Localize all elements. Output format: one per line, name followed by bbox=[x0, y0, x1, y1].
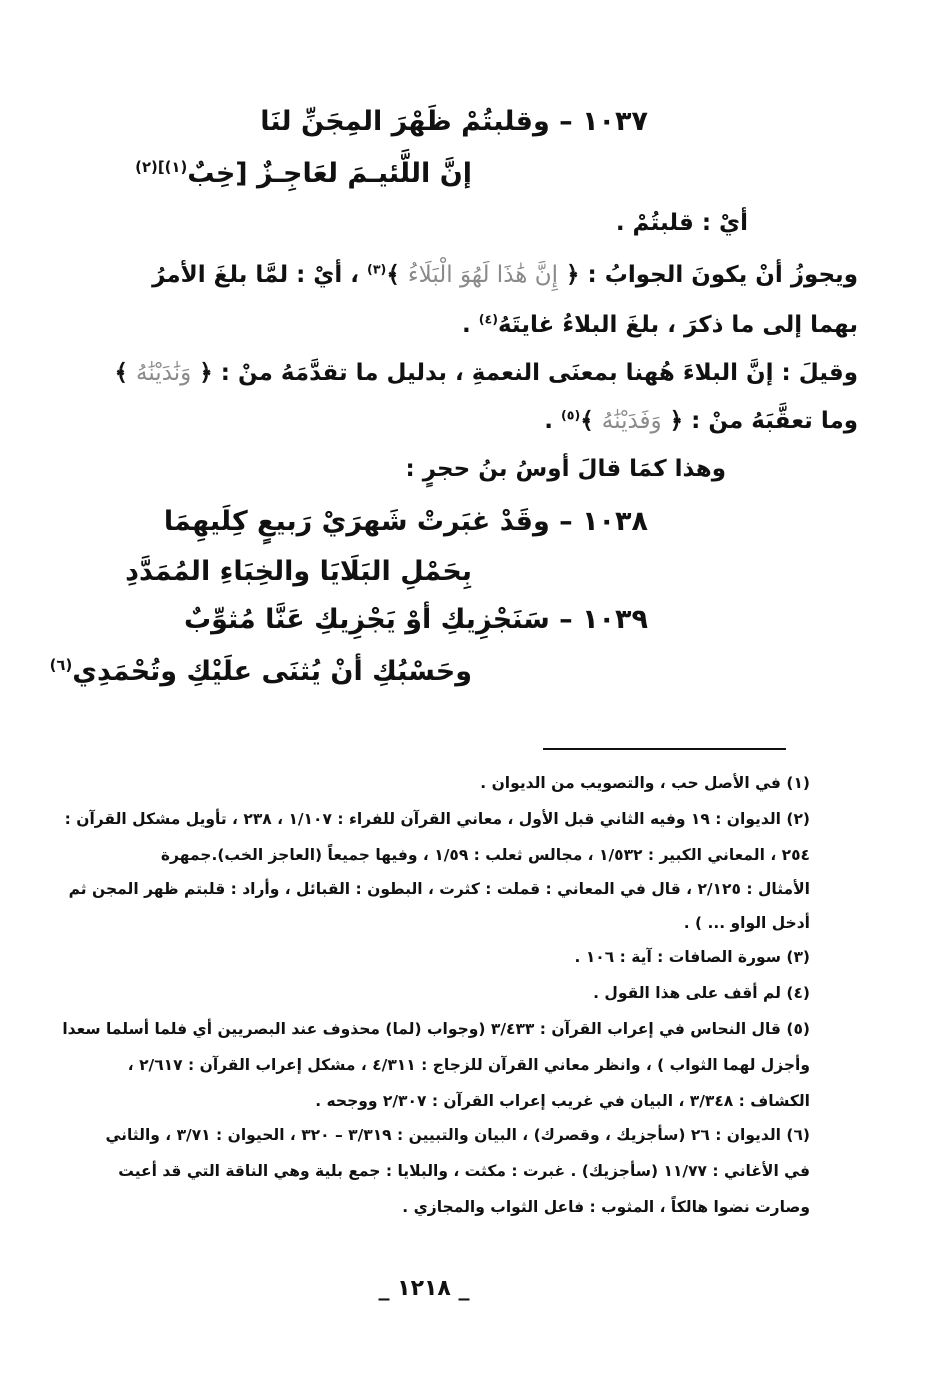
quran-quote: إِنَّ هَٰذَا لَهُوَ الْبَلَاءُ bbox=[407, 262, 558, 288]
verse-1037-second-hemistich: إنَّ اللَّئيـمَ لعَاجِـزٌ [خِبٌ$^{(١)](٢)}$ bbox=[135, 158, 472, 189]
footnote-2: (٢) الديوان : ١٩ وفيه الثاني قبل الأول ، معاني القرآن للفراء : ١/١٠٧ ، ٢٣٨ ، تأويل مشكل القرآن : bbox=[64, 810, 810, 828]
footnote-ref[interactable]: (٥) bbox=[561, 407, 581, 423]
footnote-divider bbox=[543, 748, 786, 750]
footnote-5: (٥) قال النحاس في إعراب القرآن : ٣/٤٣٣ (وجواب (لما) محذوف عند البصريين أي فلما أسلما سعدا bbox=[62, 1020, 810, 1038]
verse-1039-first-hemistich: ١٠٣٩ – سَنَجْزِيكِ أوْ يَجْزِيكِ عَنَّا مُثوِّبٌ bbox=[183, 604, 648, 635]
footnote-ref[interactable]: (٣) bbox=[367, 261, 387, 277]
verse-1037-first-hemistich: ١٠٣٧ – وقلبتُمْ ظَهْرَ المِجَنِّ لنَا bbox=[260, 106, 648, 137]
footnote-ref[interactable]: (٦) bbox=[49, 656, 73, 674]
footnote-6-continued: في الأغاني : ١١/٧٧ (سأجزيك) . غبرت : مكثت ، والبلايا : جمع بلية وهي الناقة التي قد أعيت bbox=[118, 1162, 810, 1180]
footnote-ref[interactable]: (٤) bbox=[478, 311, 498, 327]
footnote-3: (٣) سورة الصافات : آية : ١٠٦ . bbox=[574, 948, 810, 966]
quran-quote: وَنَٰدَيْنَٰهُ bbox=[136, 360, 192, 386]
footnote-2-continued: ٢٥٤ ، المعاني الكبير : ١/٥٣٢ ، مجالس ثعلب : ١/٥٩ ، وفيها جميعاً (العاجز الخب).جمهرة bbox=[160, 846, 810, 864]
prose-line: أيْ : قلبتُمْ . bbox=[615, 210, 748, 236]
page-number: _ ١٢١٨ _ bbox=[378, 1276, 470, 1301]
verse-1038-first-hemistich: ١٠٣٨ – وقَدْ غبَرتْ شَهرَيْ رَبيعٍ كِلَيهِمَا bbox=[163, 506, 648, 537]
verse-1039-second-hemistich: وحَسْبُكِ أنْ يُثنَى علَيْكِ وتُحْمَدِي$^{(٦)}$ bbox=[49, 656, 472, 687]
footnote-5-continued: وأجزل لهما الثواب ) ، وانظر معاني القرآن للزجاج : ٤/٣١١ ، مشكل إعراب القرآن : ٢/٦١٧ ، bbox=[127, 1056, 810, 1074]
prose-line: ويجوزُ أنْ يكونَ الجوابُ : ﴿ إِنَّ هَٰذَا لَهُوَ الْبَلَاءُ ﴾$^{(٣)}$ ، أيْ : لمَّا بلغَ الأمرُ bbox=[152, 261, 858, 288]
verse-1038-second-hemistich: بِحَمْلِ البَلَايَا والخِبَاءِ المُمَدَّدِ bbox=[125, 556, 472, 587]
footnote-2-continued: الأمثال : ٢/١٢٥ ، قال في المعاني : قملت : كثرت ، البطون : القبائل ، وأراد : قلبتم ظهر المجن ثم bbox=[68, 880, 810, 898]
prose-line: بهما إلى ما ذكرَ ، بلغَ البلاءُ غايتَهُ$^{(٤)}$ . bbox=[461, 311, 858, 338]
footnote-ref[interactable]: (١)](٢) bbox=[135, 158, 188, 176]
footnote-4: (٤) لم أقف على هذا القول . bbox=[593, 984, 810, 1002]
footnote-2-continued: أدخل الواو ... ) . bbox=[683, 914, 810, 932]
footnote-1: (١) في الأصل حب ، والتصويب من الديوان . bbox=[480, 774, 810, 792]
quran-quote: وَفَدَيْنَٰهُ bbox=[601, 408, 662, 434]
footnote-6-continued: وصارت نضوا هالكاً ، المثوب : فاعل الثواب والمجازي . bbox=[402, 1198, 810, 1216]
prose-line: وهذا كمَا قالَ أوسُ بنُ حجرٍ : bbox=[405, 456, 726, 482]
prose-line: وقيلَ : إنَّ البلاءَ هُهنا بمعنَى النعمةِ ، بدليل ما تقدَّمَهُ منْ : ﴿ وَنَٰدَيْنَٰهُ ﴾ bbox=[114, 360, 858, 386]
footnote-6: (٦) الديوان : ٢٦ (سأجزيك ، وقصرك) ، البيان والتبيين : ٣/٣١٩ – ٣٢٠ ، الحيوان : ٣/٧١ ، والثاني bbox=[105, 1126, 810, 1144]
prose-line: وما تعقَّبَهُ منْ : ﴿ وَفَدَيْنَٰهُ ﴾$^{(٥)}$ . bbox=[544, 407, 858, 434]
footnote-5-continued: الكشاف : ٣/٣٤٨ ، البيان في غريب إعراب القرآن : ٢/٣٠٧ ووجحه . bbox=[315, 1092, 810, 1110]
